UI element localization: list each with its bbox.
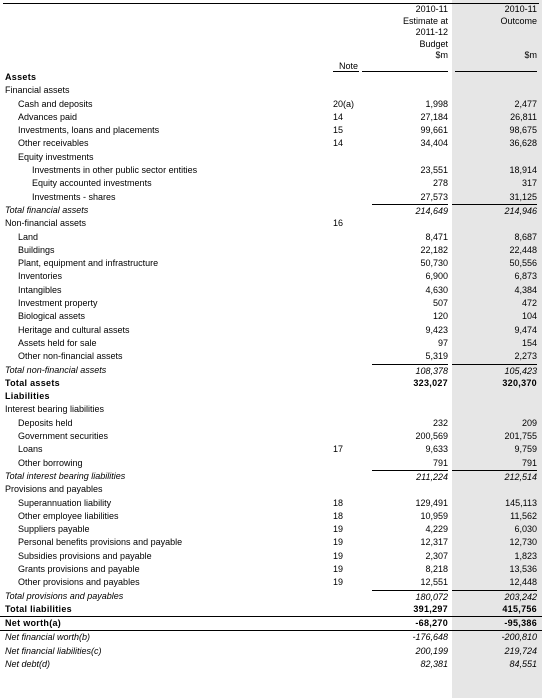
row-estimate-value: 10,959 xyxy=(420,510,448,521)
table-row xyxy=(0,510,542,523)
row-outcome-value: 84,551 xyxy=(509,659,537,670)
row-estimate-value: 214,649 xyxy=(372,204,448,217)
row-note: 19 xyxy=(333,524,344,535)
table-row xyxy=(0,497,542,510)
row-outcome-value: 209 xyxy=(521,417,537,428)
row-estimate-value: 1,998 xyxy=(425,98,448,109)
row-outcome-value: 12,730 xyxy=(509,537,537,548)
row-note: 16 xyxy=(333,218,344,229)
row-outcome-value: 154 xyxy=(521,337,537,348)
row-label: Cash and deposits xyxy=(18,98,93,109)
row-estimate-value: 2,307 xyxy=(425,550,448,561)
row-estimate-value: 391,297 xyxy=(413,603,448,614)
row-estimate-value: 9,633 xyxy=(425,444,448,455)
row-label: Other employee liabilities xyxy=(18,510,119,521)
row-estimate-value: 99,661 xyxy=(420,125,448,136)
row-note: 19 xyxy=(333,537,344,548)
table-row xyxy=(0,550,542,563)
row-outcome-value: 9,474 xyxy=(514,324,537,335)
table-row xyxy=(0,137,542,150)
row-note: 14 xyxy=(333,111,344,122)
row-outcome-value: -95,386 xyxy=(504,618,537,629)
table-row xyxy=(0,111,542,124)
note-column-header: Note xyxy=(338,61,358,71)
row-estimate-value: 50,730 xyxy=(420,258,448,269)
table-row xyxy=(0,616,542,630)
row-estimate-value: 4,630 xyxy=(425,284,448,295)
row-label: Net worth(a) xyxy=(5,618,62,629)
row-label: Provisions and payables xyxy=(5,484,103,495)
row-note: 19 xyxy=(333,577,344,588)
row-note: 15 xyxy=(333,125,344,136)
row-label: Equity accounted investments xyxy=(32,178,152,189)
row-outcome-value: 22,448 xyxy=(509,244,537,255)
row-label: Assets held for sale xyxy=(18,337,97,348)
row-outcome-value: 98,675 xyxy=(509,125,537,136)
outcome-header-unit: $m xyxy=(524,50,537,60)
row-label: Total assets xyxy=(5,377,60,388)
outcome-column-header xyxy=(452,4,537,62)
row-label: Other non-financial assets xyxy=(18,351,123,362)
row-outcome-value: 6,873 xyxy=(514,271,537,282)
table-row xyxy=(0,337,542,350)
table-row xyxy=(0,576,542,589)
row-estimate-value: 22,182 xyxy=(420,244,448,255)
table-row xyxy=(0,377,542,390)
row-note: 19 xyxy=(333,550,344,561)
row-estimate-value: 120 xyxy=(432,311,448,322)
row-note: 14 xyxy=(333,138,344,149)
row-label: Investments, loans and placements xyxy=(18,125,160,136)
row-note: 20(a) xyxy=(333,98,355,109)
row-outcome-value: 219,724 xyxy=(504,645,537,656)
table-row xyxy=(0,84,542,97)
table-row xyxy=(0,297,542,310)
row-label: Loans xyxy=(18,444,43,455)
row-outcome-value: 2,273 xyxy=(514,351,537,362)
table-row xyxy=(0,191,542,204)
row-outcome-value: 13,536 xyxy=(509,563,537,574)
table-row xyxy=(0,244,542,257)
table-row xyxy=(0,563,542,576)
row-outcome-value: 105,423 xyxy=(452,364,537,377)
table-row xyxy=(0,630,542,644)
row-estimate-value: 232 xyxy=(432,417,448,428)
row-outcome-value: 214,946 xyxy=(452,204,537,217)
row-label: Buildings xyxy=(18,244,55,255)
row-label: Other borrowing xyxy=(18,457,83,468)
row-label: Total interest bearing liabilities xyxy=(5,470,126,481)
row-label: Other receivables xyxy=(18,138,89,149)
row-estimate-value: 12,317 xyxy=(420,537,448,548)
table-row xyxy=(0,350,542,363)
table-row xyxy=(0,284,542,297)
row-outcome-value: 145,113 xyxy=(505,497,537,508)
row-label: Liabilities xyxy=(5,391,50,402)
row-estimate-value: 211,224 xyxy=(372,470,448,483)
row-outcome-value: 8,687 xyxy=(514,231,537,242)
table-row xyxy=(0,151,542,164)
row-outcome-value: 4,384 xyxy=(514,284,537,295)
row-label: Net financial liabilities(c) xyxy=(5,645,102,656)
row-note: 18 xyxy=(333,497,344,508)
row-label: Superannuation liability xyxy=(18,497,112,508)
row-label: Net debt(d) xyxy=(5,659,51,670)
row-estimate-value: -176,648 xyxy=(412,632,448,643)
row-outcome-value: 1,823 xyxy=(514,550,537,561)
table-row xyxy=(0,310,542,323)
row-outcome-value: 36,628 xyxy=(509,138,537,149)
row-outcome-value: 203,242 xyxy=(452,590,537,603)
row-estimate-value: 507 xyxy=(432,298,448,309)
outcome-header-line xyxy=(452,27,537,39)
row-label: Grants provisions and payable xyxy=(18,563,140,574)
row-outcome-value: 9,759 xyxy=(514,444,537,455)
table-row xyxy=(0,417,542,430)
table-row xyxy=(0,257,542,270)
row-estimate-value: 200,199 xyxy=(415,645,448,656)
row-estimate-value: 4,229 xyxy=(425,524,448,535)
row-label: Investment property xyxy=(18,298,98,309)
row-label: Equity investments xyxy=(18,151,94,162)
row-label: Investments in other public sector entities xyxy=(32,165,198,176)
row-note: 19 xyxy=(333,563,344,574)
row-label: Total financial assets xyxy=(5,204,89,215)
balance-sheet-table xyxy=(0,71,542,671)
row-label: Financial assets xyxy=(5,85,70,96)
table-row xyxy=(0,390,542,403)
row-estimate-value: -68,270 xyxy=(415,618,448,629)
row-label: Land xyxy=(18,231,39,242)
table-row xyxy=(0,71,542,84)
row-label: Total liabilities xyxy=(5,603,72,614)
row-estimate-value: 8,218 xyxy=(425,563,448,574)
row-outcome-value: 317 xyxy=(521,178,537,189)
outcome-header-line xyxy=(452,39,537,51)
row-outcome-value: 212,514 xyxy=(452,470,537,483)
row-outcome-value: 31,125 xyxy=(509,191,537,202)
row-estimate-value: 200,569 xyxy=(415,431,448,442)
table-row xyxy=(0,645,542,658)
row-label: Total provisions and payables xyxy=(5,590,124,601)
row-label: Inventories xyxy=(18,271,63,282)
row-outcome-value: 11,562 xyxy=(510,510,537,521)
row-outcome-value: 201,755 xyxy=(504,431,537,442)
row-estimate-value: 129,491 xyxy=(415,497,448,508)
table-row xyxy=(0,124,542,137)
row-outcome-value: 472 xyxy=(521,298,537,309)
estimate-header-line: 2011-12 xyxy=(415,27,448,37)
row-estimate-value: 323,027 xyxy=(413,377,448,388)
row-outcome-value: 415,756 xyxy=(502,603,537,614)
row-label: Advances paid xyxy=(18,111,78,122)
row-outcome-value: -200,810 xyxy=(501,632,537,643)
row-outcome-value: 104 xyxy=(521,311,537,322)
table-row xyxy=(0,231,542,244)
row-label: Biological assets xyxy=(18,311,86,322)
row-estimate-value: 27,573 xyxy=(420,191,448,202)
outcome-header-line: Outcome xyxy=(500,15,537,26)
row-note: 18 xyxy=(333,510,344,521)
row-outcome-value: 2,477 xyxy=(514,98,537,109)
table-row xyxy=(0,483,542,496)
row-estimate-value: 23,551 xyxy=(420,165,448,176)
table-row xyxy=(0,523,542,536)
row-estimate-value: 8,471 xyxy=(425,231,448,242)
row-label: Intangibles xyxy=(18,284,62,295)
row-estimate-value: 34,404 xyxy=(420,138,448,149)
table-row xyxy=(0,217,542,230)
table-row xyxy=(0,364,542,377)
row-estimate-value: 180,072 xyxy=(372,590,448,603)
table-row xyxy=(0,457,542,470)
row-estimate-value: 97 xyxy=(437,337,448,348)
row-label: Non-financial assets xyxy=(5,218,87,229)
row-estimate-value: 12,551 xyxy=(420,577,448,588)
row-label: Suppliers payable xyxy=(18,524,90,535)
row-outcome-value: 12,448 xyxy=(509,577,537,588)
table-row xyxy=(0,324,542,337)
row-estimate-value: 5,319 xyxy=(425,351,448,362)
table-row xyxy=(0,590,542,603)
table-row xyxy=(0,603,542,616)
estimate-column-header xyxy=(372,4,448,62)
row-label: Investments - shares xyxy=(32,191,116,202)
row-outcome-value: 26,811 xyxy=(510,111,537,122)
row-estimate-value: 108,378 xyxy=(372,364,448,377)
row-label: Assets xyxy=(5,72,37,82)
row-label: Heritage and cultural assets xyxy=(18,324,130,335)
table-row xyxy=(0,98,542,111)
table-row xyxy=(0,403,542,416)
row-outcome-value: 320,370 xyxy=(502,377,537,388)
table-row xyxy=(0,164,542,177)
row-outcome-value: 18,914 xyxy=(509,165,537,176)
row-label: Subsidies provisions and payable xyxy=(18,550,152,561)
row-label: Government securities xyxy=(18,431,109,442)
row-label: Other provisions and payables xyxy=(18,577,140,588)
table-row xyxy=(0,658,542,671)
row-estimate-value: 278 xyxy=(432,178,448,189)
row-note: 17 xyxy=(333,444,344,455)
row-label: Net financial worth(b) xyxy=(5,632,91,643)
row-estimate-value: 6,900 xyxy=(425,271,448,282)
row-estimate-value: 82,381 xyxy=(420,659,448,670)
estimate-header-line: Estimate at xyxy=(402,15,448,26)
estimate-header-line: 2010-11 xyxy=(415,4,448,14)
row-label: Deposits held xyxy=(18,417,73,428)
table-row xyxy=(0,430,542,443)
row-outcome-value: 791 xyxy=(521,457,537,468)
table-row xyxy=(0,470,542,483)
table-row xyxy=(0,536,542,549)
row-outcome-value: 6,030 xyxy=(514,524,537,535)
row-estimate-value: 9,423 xyxy=(425,324,448,335)
row-label: Plant, equipment and infrastructure xyxy=(18,258,159,269)
row-label: Interest bearing liabilities xyxy=(5,404,105,415)
table-row xyxy=(0,443,542,456)
row-label: Total non-financial assets xyxy=(5,364,107,375)
table-row xyxy=(0,177,542,190)
row-outcome-value: 50,556 xyxy=(509,258,537,269)
estimate-header-unit: $m xyxy=(435,50,448,60)
table-row xyxy=(0,270,542,283)
row-estimate-value: 791 xyxy=(432,457,448,468)
table-row xyxy=(0,204,542,217)
row-label: Personal benefits provisions and payable xyxy=(18,537,183,548)
outcome-header-line: 2010-11 xyxy=(504,4,537,14)
row-estimate-value: 27,184 xyxy=(420,111,448,122)
estimate-header-line: Budget xyxy=(419,38,448,49)
